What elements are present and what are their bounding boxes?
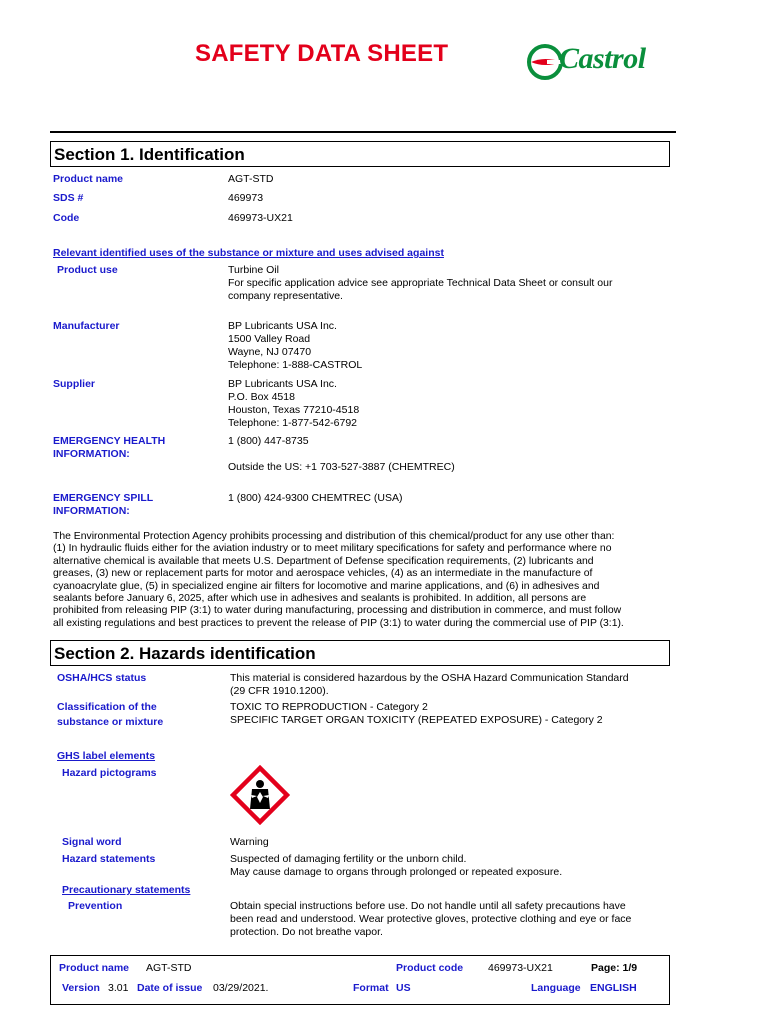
footer-product-name-label: Product name (59, 962, 130, 974)
page-footer (50, 955, 670, 1005)
footer-page-number: Page: 1/9 (591, 962, 638, 974)
footer-format-label: Format (353, 982, 389, 994)
footer-language-value: ENGLISH (590, 982, 637, 994)
manufacturer-label: Manufacturer (53, 320, 120, 332)
osha-status-label: OSHA/HCS status (57, 672, 147, 684)
footer-product-code-label: Product code (396, 962, 464, 974)
classification-label: Classification of the substance or mixture (57, 701, 164, 728)
health-hazard-icon (230, 765, 290, 825)
hazard-pictograms-label: Hazard pictograms (62, 767, 157, 779)
product-use-value: Turbine Oil For specific application advice see appropriate Technical Data Sheet or consult our company representative. (228, 264, 613, 302)
castrol-logo (525, 38, 677, 84)
emergency-health-phone: 1 (800) 447-8735 (228, 435, 309, 447)
emergency-health-outside: Outside the US: +1 703-527-3887 (CHEMTREC) (228, 461, 455, 473)
supplier-label: Supplier (53, 378, 96, 390)
footer-product-name-value: AGT-STD (146, 962, 192, 974)
sds-value: 469973 (228, 192, 264, 204)
signal-word-label: Signal word (62, 836, 122, 848)
footer-format-value: US (396, 982, 411, 994)
supplier-value: BP Lubricants USA Inc. P.O. Box 4518 Houston, Texas 77210-4518 Telephone: 1-877-542-6792 (228, 378, 360, 429)
header-rule (50, 131, 676, 133)
product-use-label: Product use (57, 264, 118, 276)
signal-word-value: Warning (230, 836, 269, 848)
sds-label: SDS # (53, 192, 84, 204)
precautionary-statements-link[interactable]: Precautionary statements (62, 884, 191, 896)
footer-version-value: 3.01 (108, 982, 129, 994)
prevention-value: Obtain special instructions before use. Do not handle until all safety precautions have been read and understood. Wear protective gloves, protective clothing and eye or face protection. Do not breathe vapor. (230, 900, 632, 938)
emergency-spill-label: EMERGENCY SPILL INFORMATION: (53, 492, 154, 517)
section-1-heading: Section 1. Identification (50, 141, 670, 167)
hazard-statements-label: Hazard statements (62, 853, 156, 865)
footer-version-label: Version (62, 982, 100, 994)
document-title: SAFETY DATA SHEET (195, 40, 449, 67)
classification-value: TOXIC TO REPRODUCTION - Category 2 SPECIFIC TARGET ORGAN TOXICITY (REPEATED EXPOSURE) - Category 2 (230, 701, 603, 726)
osha-status-value: This material is considered hazardous by the OSHA Hazard Communication Standard (29 CFR 1910.1200). (230, 672, 629, 697)
prevention-label: Prevention (68, 900, 123, 912)
section-2-heading: Section 2. Hazards identification (50, 640, 670, 666)
manufacturer-value: BP Lubricants USA Inc. 1500 Valley Road Wayne, NJ 07470 Telephone: 1-888-CASTROL (228, 320, 363, 371)
footer-product-code-value: 469973-UX21 (488, 962, 553, 974)
footer-language-label: Language (531, 982, 581, 994)
footer-date-label: Date of issue (137, 982, 203, 994)
logo-wordmark: Castrol (559, 42, 646, 75)
emergency-health-label: EMERGENCY HEALTH INFORMATION: (53, 435, 166, 460)
footer-date-value: 03/29/2021. (213, 982, 269, 994)
epa-notice: The Environmental Protection Agency prohibits processing and distribution of this chemical/product for any use other than: (1) In hydraulic fluids either for the aviation industry or to meet military specifications for safety and performance where no alternative chemical is available that meets U.S. Department of Defense specification requirements, (2) lubricants and greases, (3) new or replacement parts for motor and aerospace vehicles, (4) as an intermediate in the manufacture of cyanoacrylate glue, (5) in specialized engine air filters for locomotive and marine applications, and (6) in adhesives and sealants before January 6, 2025, after which use in adhesives and sealants is prohibited. In addition, all persons are prohibited from releasing PIP (3:1) to water during manufacturing, processing and distribution in commerce, and must follow all existing regulations and best practices to prevent the release of PIP (3:1) to water during the commercial use of PIP (3:1). (53, 531, 624, 629)
product-name-label: Product name (53, 173, 124, 185)
hazard-statements-value: Suspected of damaging fertility or the unborn child. May cause damage to organs through prolonged or repeated exposure. (230, 853, 563, 878)
code-label: Code (53, 212, 80, 224)
identified-uses-link[interactable]: Relevant identified uses of the substance or mixture and uses advised against (53, 247, 444, 259)
product-name-value: AGT-STD (228, 173, 274, 185)
emergency-spill-phone: 1 (800) 424-9300 CHEMTREC (USA) (228, 492, 403, 504)
ghs-label-elements-link[interactable]: GHS label elements (57, 750, 156, 762)
code-value: 469973-UX21 (228, 212, 293, 224)
